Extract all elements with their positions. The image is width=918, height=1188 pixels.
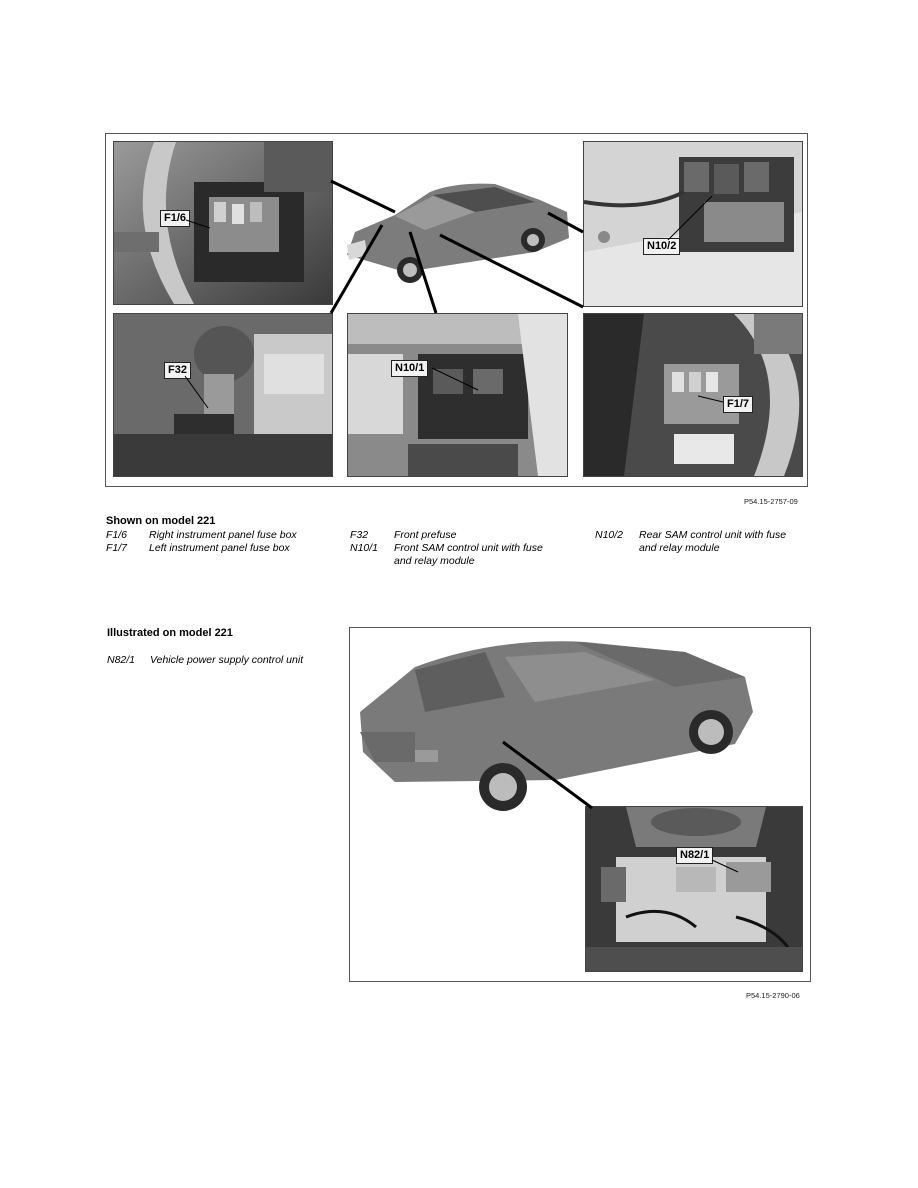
legend-code: F32 [350,529,369,541]
legend-text: Vehicle power supply control unit [150,654,304,666]
callout-n10-1: N10/1 [391,360,428,377]
car-rear-view-image [355,632,755,812]
photo-right-fuse-box-image [114,142,332,304]
legend-2-heading: Illustrated on model 221 [107,627,233,639]
photo-rear-sam [583,141,803,307]
photo-car-overview [335,160,575,290]
callout-n10-2: N10/2 [643,238,680,255]
figure-2-id: P54.15-2790-06 [746,991,800,1000]
callout-f32: F32 [164,362,191,379]
photo-car-rear-view [355,632,755,812]
figure-1-id: P54.15-2757-09 [744,497,798,506]
photo-front-sam-image [348,314,567,476]
callout-f1-7: F1/7 [723,396,753,413]
photo-front-sam [347,313,568,477]
legend-text-line2: and relay module [394,555,475,567]
legend-code: F1/7 [106,542,128,554]
legend-text: Front prefuse [394,529,457,541]
photo-left-fuse-box [583,313,803,477]
photo-front-prefuse-image [114,314,332,476]
legend-code: N10/1 [350,542,379,554]
photo-trunk-n82-1-image [586,807,802,971]
legend-1-heading: Shown on model 221 [106,515,216,527]
legend-text: Right instrument panel fuse box [149,529,297,541]
photo-rear-sam-image [584,142,802,306]
legend-item-n10-2 [595,529,815,555]
photo-right-fuse-box [113,141,333,305]
legend-code: N10/2 [595,529,624,541]
legend-text: Left instrument panel fuse box [149,542,290,554]
photo-left-fuse-box-image [584,314,802,476]
legend-text-line2: and relay module [639,542,720,554]
legend-item-n10-1 [350,542,580,568]
photo-front-prefuse [113,313,333,477]
legend-code: F1/6 [106,529,128,541]
callout-n82-1: N82/1 [676,847,713,864]
callout-f1-6: F1/6 [160,210,190,227]
legend-text: Front SAM control unit with fuse [394,542,543,554]
car-overview-image [335,160,575,290]
legend-text: Rear SAM control unit with fuse [639,529,787,541]
photo-trunk-n82-1 [585,806,803,972]
legend-code: N82/1 [107,654,136,666]
